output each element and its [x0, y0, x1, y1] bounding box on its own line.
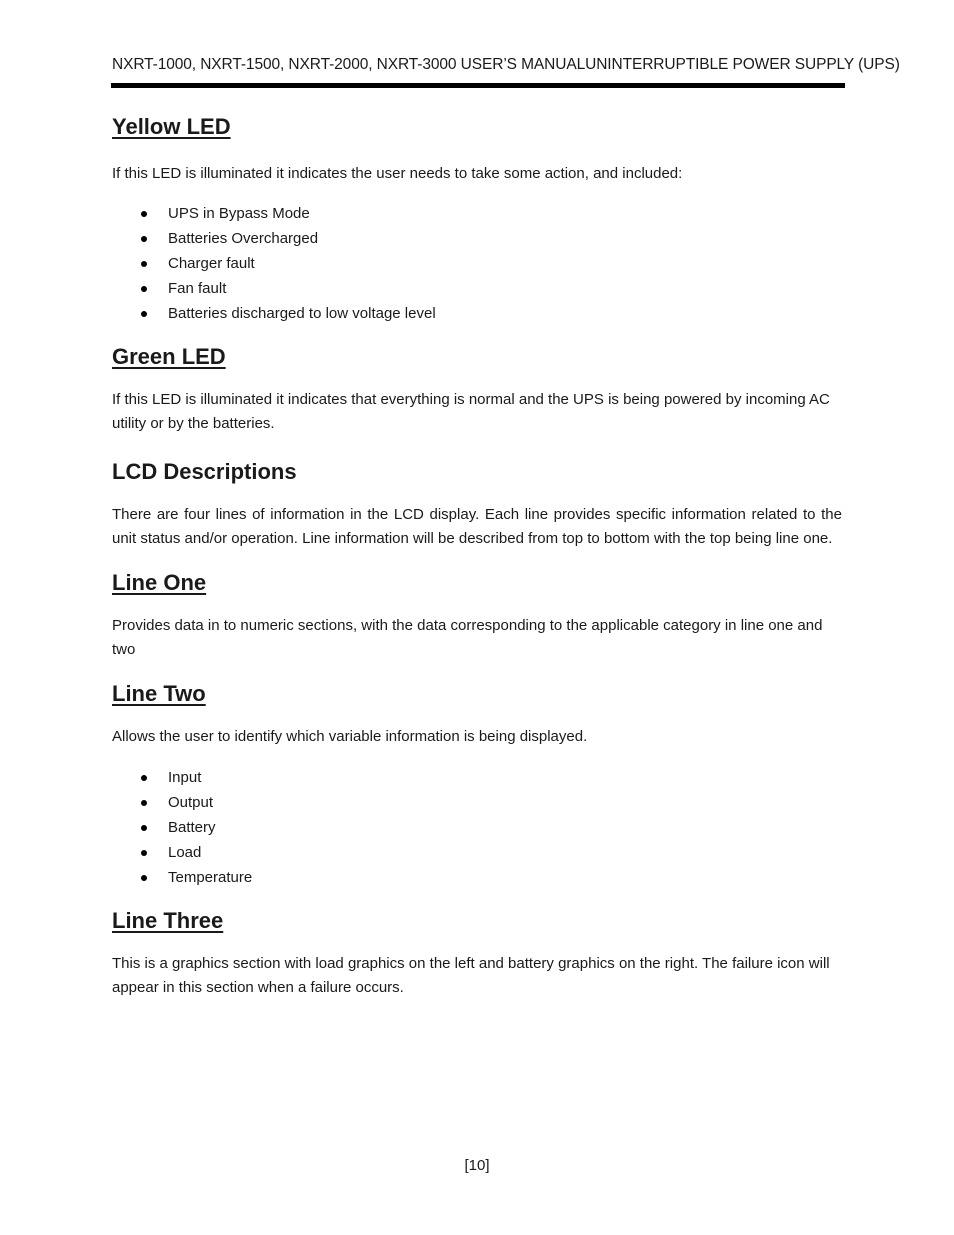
bullet-icon [141, 875, 147, 881]
list-item: Charger fault [112, 251, 842, 276]
green-led-body: If this LED is illuminated it indicates that everything is normal and the UPS is being powered by incoming AC utility or by the batteries. [112, 391, 830, 432]
bullet-icon [141, 850, 147, 856]
line-three-body: This is a graphics section with load graphics on the left and battery graphics on the right. The failure icon will appear in this section when a failure occurs. [112, 955, 830, 996]
page-header: NXRT-1000, NXRT-1500, NXRT-2000, NXRT-3000 USER’S MANUALUNINTERRUPTIBLE POWER SUPPLY (UPS) [112, 56, 900, 73]
line-three-heading: Line Three [112, 908, 224, 933]
bullet-icon [141, 311, 147, 317]
lcd-descriptions-body: There are four lines of information in the LCD display. Each line provides specific information related to the unit status and/or operation. Line information will be described from top to bottom with the top being line one. [112, 506, 842, 547]
bullet-icon [141, 211, 147, 217]
list-item: Batteries Overcharged [112, 226, 842, 251]
list-item: Output [112, 790, 842, 815]
bullet-icon [141, 236, 147, 242]
bullet-icon [141, 261, 147, 267]
bullet-icon [141, 800, 147, 806]
page-number: [10] [464, 1157, 490, 1174]
header-rule [111, 83, 845, 88]
list-item: Batteries discharged to low voltage level [112, 301, 842, 326]
page-content [112, 113, 842, 1000]
bullet-icon [141, 286, 147, 292]
list-item: Temperature [112, 865, 842, 890]
list-item: Fan fault [112, 276, 842, 301]
list-item: Input [112, 765, 842, 790]
line-one-heading: Line One [112, 570, 207, 595]
yellow-led-list [112, 201, 842, 326]
line-two-heading: Line Two [112, 681, 206, 706]
list-item: UPS in Bypass Mode [112, 201, 842, 226]
green-led-heading: Green LED [112, 344, 226, 369]
line-one-body: Provides data in to numeric sections, with the data corresponding to the applicable category in line one and two [112, 617, 823, 658]
bullet-icon [141, 825, 147, 831]
bullet-icon [141, 775, 147, 781]
yellow-led-intro: If this LED is illuminated it indicates the user needs to take some action, and included: [112, 165, 683, 182]
line-two-intro: Allows the user to identify which variable information is being displayed. [112, 728, 588, 745]
lcd-descriptions-heading: LCD Descriptions [112, 459, 297, 484]
line-two-list [112, 765, 842, 890]
list-item: Load [112, 840, 842, 865]
yellow-led-heading: Yellow LED [112, 114, 231, 139]
list-item: Battery [112, 815, 842, 840]
